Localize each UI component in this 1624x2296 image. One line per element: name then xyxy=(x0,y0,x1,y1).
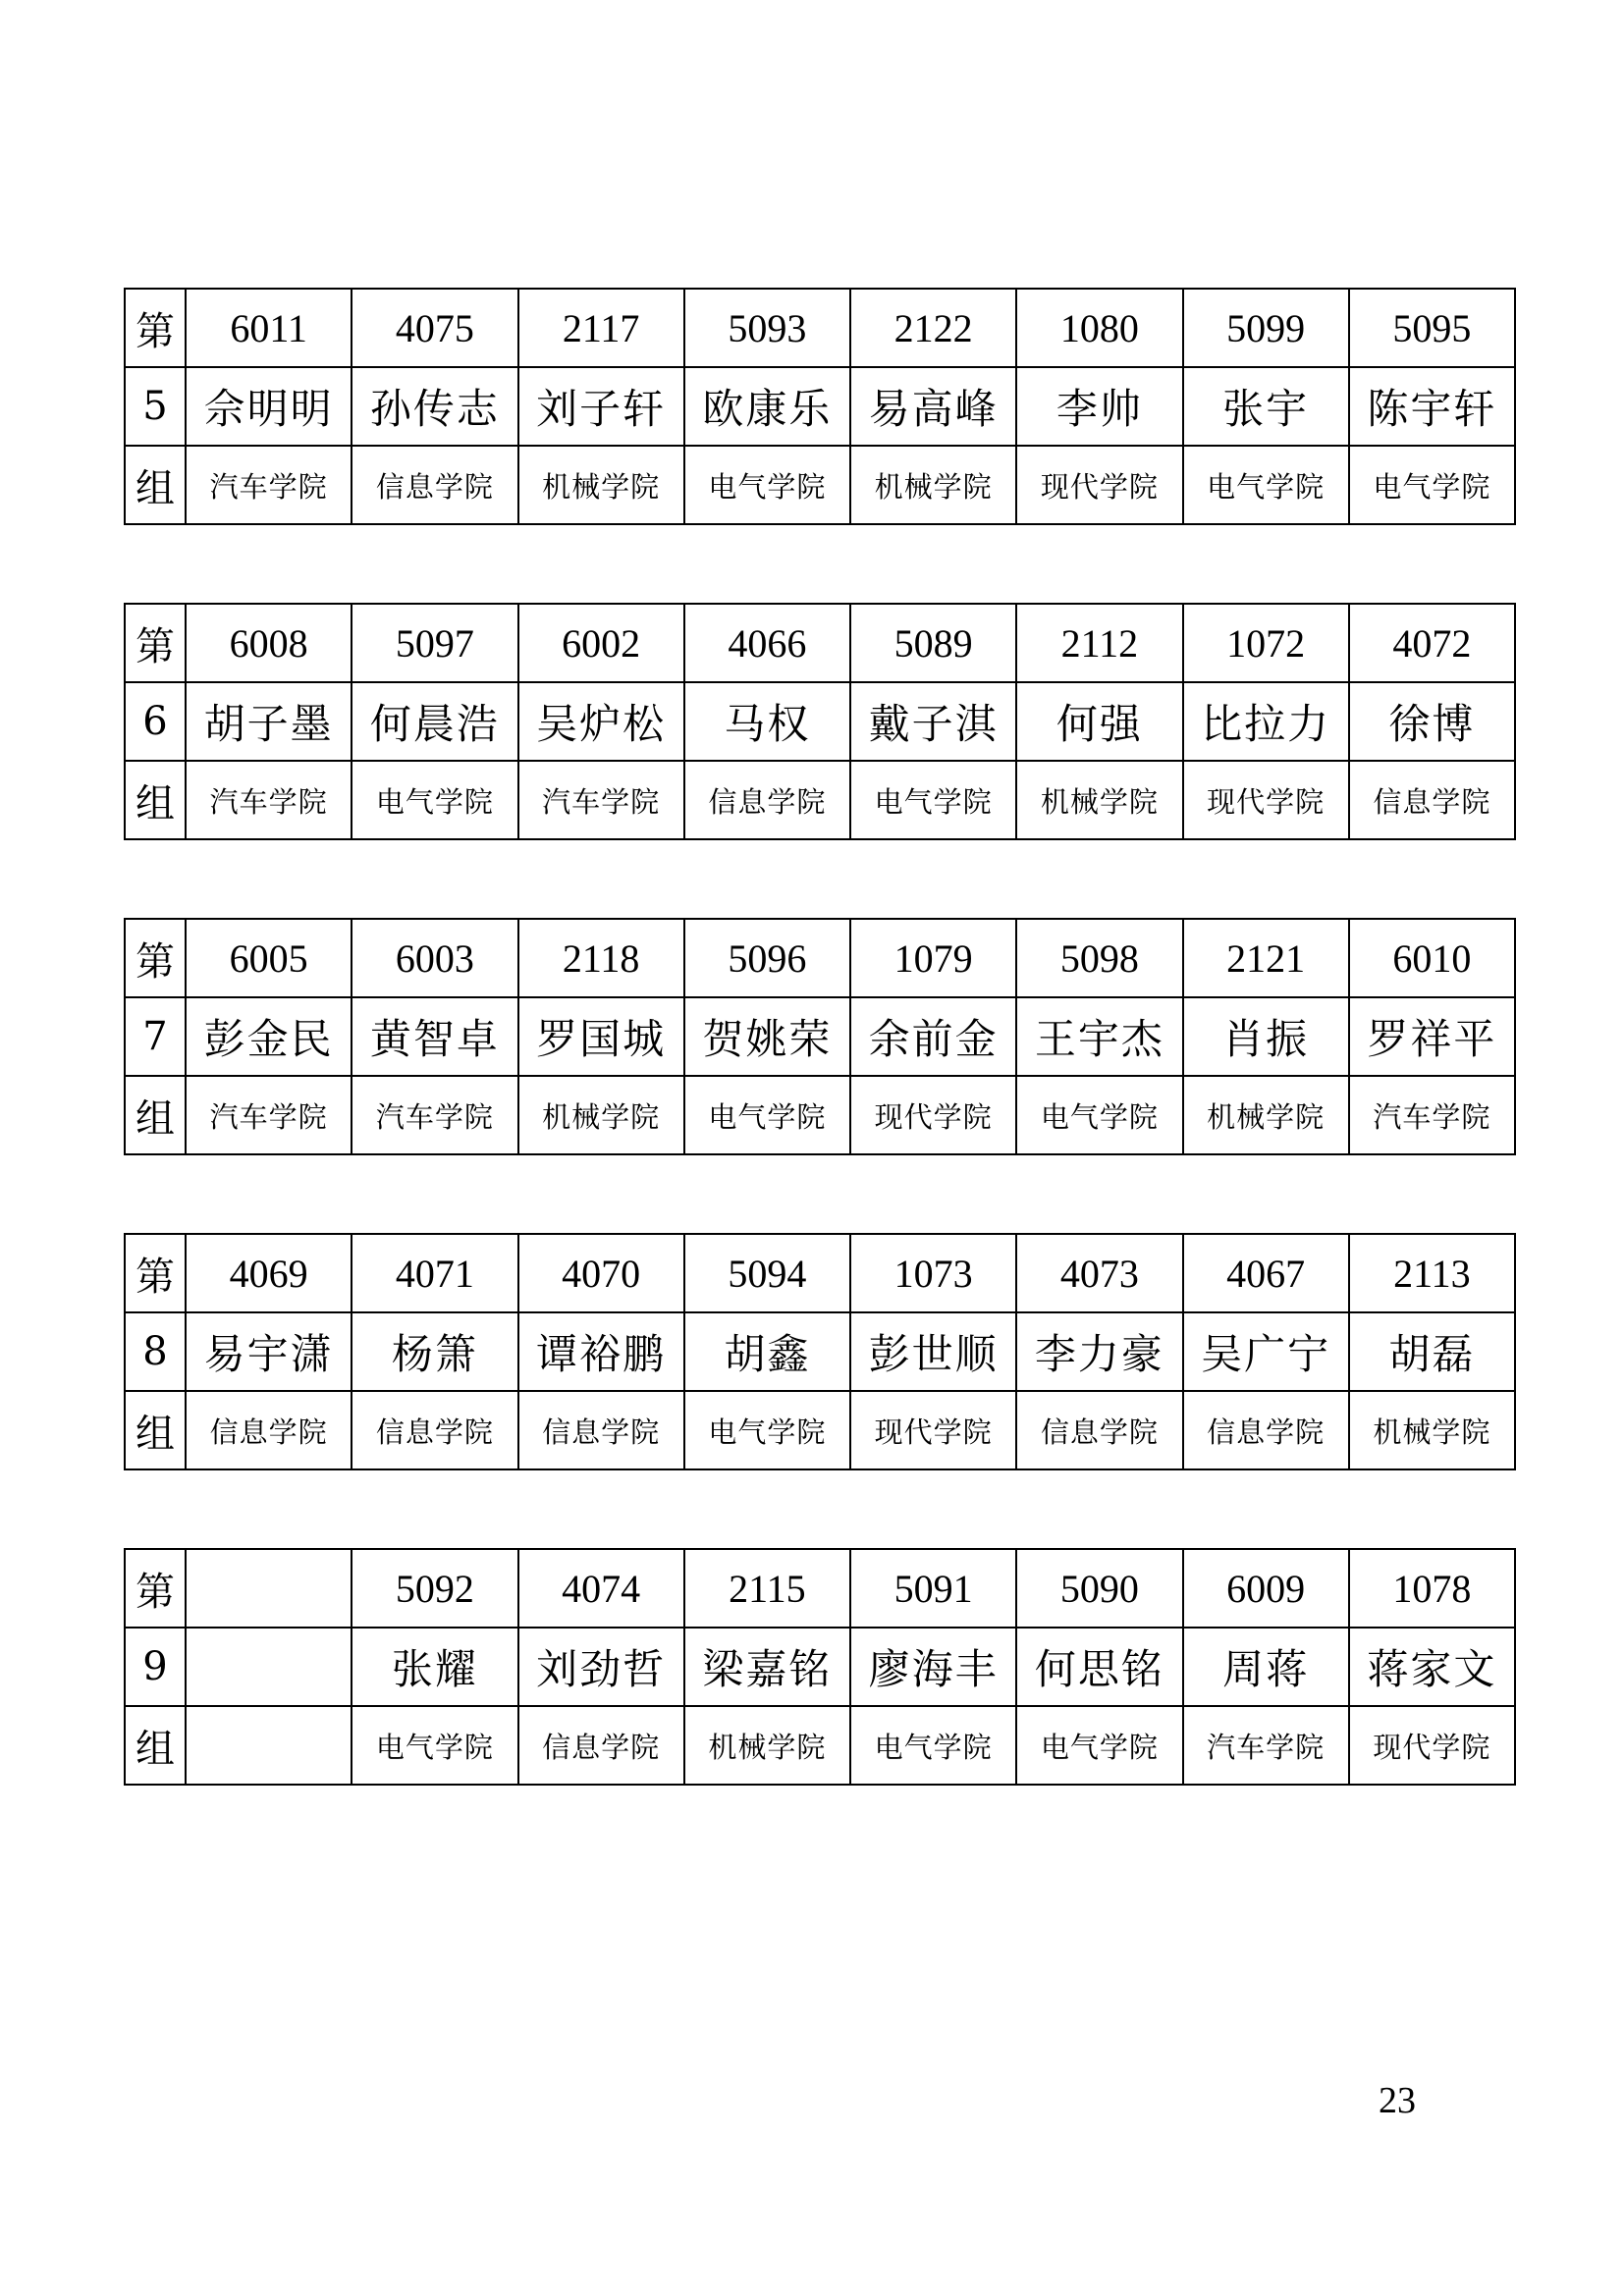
table-row xyxy=(125,367,1515,446)
member-college-cell: 汽车学院 xyxy=(186,761,352,839)
member-id-cell: 6003 xyxy=(352,919,517,997)
table-row xyxy=(125,604,1515,682)
member-id-cell: 1073 xyxy=(850,1234,1016,1312)
member-id-cell: 4066 xyxy=(684,604,850,682)
member-name-cell: 彭世顺 xyxy=(850,1312,1016,1391)
member-id-cell: 5098 xyxy=(1016,919,1182,997)
member-id-cell: 4071 xyxy=(352,1234,517,1312)
member-name-cell: 王宇杰 xyxy=(1016,997,1182,1076)
member-name-cell: 戴子淇 xyxy=(850,682,1016,761)
table-row xyxy=(125,289,1515,367)
member-name-cell: 吴广宁 xyxy=(1183,1312,1349,1391)
member-name-cell: 何思铭 xyxy=(1016,1628,1182,1706)
group-label-cell: 第 xyxy=(125,1234,186,1312)
member-college-cell: 信息学院 xyxy=(186,1391,352,1469)
member-college-cell: 电气学院 xyxy=(1016,1706,1182,1785)
member-name-cell: 佘明明 xyxy=(186,367,352,446)
member-id-cell: 5099 xyxy=(1183,289,1349,367)
member-name-cell: 黄智卓 xyxy=(352,997,517,1076)
member-name-cell: 肖振 xyxy=(1183,997,1349,1076)
member-name-cell: 谭裕鹏 xyxy=(518,1312,684,1391)
member-college-cell: 汽车学院 xyxy=(186,1076,352,1154)
group-label-cell: 组 xyxy=(125,446,186,524)
page-number: 23 xyxy=(1379,2080,1416,2121)
member-name-cell: 贺姚荣 xyxy=(684,997,850,1076)
member-college-cell: 机械学院 xyxy=(1349,1391,1515,1469)
table-row xyxy=(125,1628,1515,1706)
member-college-cell xyxy=(186,1706,352,1785)
table-row xyxy=(125,446,1515,524)
member-name-cell: 何晨浩 xyxy=(352,682,517,761)
member-college-cell: 现代学院 xyxy=(850,1391,1016,1469)
member-name-cell: 彭金民 xyxy=(186,997,352,1076)
member-id-cell: 4067 xyxy=(1183,1234,1349,1312)
table-row xyxy=(125,761,1515,839)
member-id-cell: 5095 xyxy=(1349,289,1515,367)
member-id-cell: 5097 xyxy=(352,604,517,682)
member-name-cell: 梁嘉铭 xyxy=(684,1628,850,1706)
member-name-cell: 罗祥平 xyxy=(1349,997,1515,1076)
member-college-cell: 汽车学院 xyxy=(1183,1706,1349,1785)
member-id-cell: 6009 xyxy=(1183,1549,1349,1628)
member-id-cell: 5094 xyxy=(684,1234,850,1312)
member-id-cell: 5092 xyxy=(352,1549,517,1628)
member-id-cell: 6005 xyxy=(186,919,352,997)
member-college-cell: 信息学院 xyxy=(518,1706,684,1785)
group-label-cell: 7 xyxy=(125,997,186,1076)
table-row xyxy=(125,1706,1515,1785)
table-row xyxy=(125,1076,1515,1154)
group-label-cell: 9 xyxy=(125,1628,186,1706)
member-college-cell: 信息学院 xyxy=(518,1391,684,1469)
member-name-cell: 比拉力 xyxy=(1183,682,1349,761)
member-id-cell: 1079 xyxy=(850,919,1016,997)
member-college-cell: 电气学院 xyxy=(1349,446,1515,524)
group-table xyxy=(124,918,1516,1155)
member-name-cell: 欧康乐 xyxy=(684,367,850,446)
group-table xyxy=(124,288,1516,525)
group-label-cell: 第 xyxy=(125,604,186,682)
group-table xyxy=(124,603,1516,840)
member-college-cell: 机械学院 xyxy=(518,1076,684,1154)
member-name-cell: 刘劲哲 xyxy=(518,1628,684,1706)
member-name-cell: 廖海丰 xyxy=(850,1628,1016,1706)
member-id-cell: 4073 xyxy=(1016,1234,1182,1312)
table-row xyxy=(125,1234,1515,1312)
member-name-cell: 罗国城 xyxy=(518,997,684,1076)
member-college-cell: 电气学院 xyxy=(850,761,1016,839)
member-id-cell: 4075 xyxy=(352,289,517,367)
member-college-cell: 机械学院 xyxy=(1016,761,1182,839)
member-name-cell: 吴炉松 xyxy=(518,682,684,761)
member-college-cell: 现代学院 xyxy=(850,1076,1016,1154)
member-id-cell: 5096 xyxy=(684,919,850,997)
member-college-cell: 现代学院 xyxy=(1349,1706,1515,1785)
member-id-cell: 2117 xyxy=(518,289,684,367)
member-id-cell xyxy=(186,1549,352,1628)
member-college-cell: 电气学院 xyxy=(684,446,850,524)
member-name-cell: 李力豪 xyxy=(1016,1312,1182,1391)
table-row xyxy=(125,1312,1515,1391)
member-name-cell: 陈宇轩 xyxy=(1349,367,1515,446)
member-college-cell: 电气学院 xyxy=(352,761,517,839)
member-id-cell: 6011 xyxy=(186,289,352,367)
member-college-cell: 信息学院 xyxy=(1349,761,1515,839)
group-label-cell: 6 xyxy=(125,682,186,761)
member-id-cell: 2115 xyxy=(684,1549,850,1628)
member-name-cell: 易高峰 xyxy=(850,367,1016,446)
table-row xyxy=(125,919,1515,997)
member-id-cell: 6002 xyxy=(518,604,684,682)
group-label-cell: 组 xyxy=(125,761,186,839)
member-college-cell: 机械学院 xyxy=(684,1706,850,1785)
member-name-cell: 徐博 xyxy=(1349,682,1515,761)
member-id-cell: 6008 xyxy=(186,604,352,682)
member-name-cell: 胡子墨 xyxy=(186,682,352,761)
member-id-cell: 5091 xyxy=(850,1549,1016,1628)
table-row xyxy=(125,1549,1515,1628)
member-college-cell: 电气学院 xyxy=(1183,446,1349,524)
member-id-cell: 5089 xyxy=(850,604,1016,682)
member-name-cell xyxy=(186,1628,352,1706)
group-table xyxy=(124,1548,1516,1786)
member-college-cell: 汽车学院 xyxy=(352,1076,517,1154)
member-id-cell: 2118 xyxy=(518,919,684,997)
member-name-cell: 胡鑫 xyxy=(684,1312,850,1391)
member-id-cell: 4070 xyxy=(518,1234,684,1312)
member-college-cell: 汽车学院 xyxy=(186,446,352,524)
group-label-cell: 组 xyxy=(125,1391,186,1469)
member-college-cell: 信息学院 xyxy=(1016,1391,1182,1469)
group-label-cell: 组 xyxy=(125,1076,186,1154)
member-id-cell: 4072 xyxy=(1349,604,1515,682)
member-id-cell: 2113 xyxy=(1349,1234,1515,1312)
member-college-cell: 机械学院 xyxy=(850,446,1016,524)
group-label-cell: 5 xyxy=(125,367,186,446)
member-id-cell: 6010 xyxy=(1349,919,1515,997)
member-college-cell: 现代学院 xyxy=(1016,446,1182,524)
member-college-cell: 汽车学院 xyxy=(518,761,684,839)
member-college-cell: 汽车学院 xyxy=(1349,1076,1515,1154)
member-id-cell: 1078 xyxy=(1349,1549,1515,1628)
member-college-cell: 信息学院 xyxy=(352,446,517,524)
member-college-cell: 电气学院 xyxy=(684,1391,850,1469)
member-id-cell: 4069 xyxy=(186,1234,352,1312)
member-college-cell: 信息学院 xyxy=(684,761,850,839)
member-college-cell: 电气学院 xyxy=(684,1076,850,1154)
member-name-cell: 易宇潇 xyxy=(186,1312,352,1391)
member-name-cell: 刘子轩 xyxy=(518,367,684,446)
member-college-cell: 现代学院 xyxy=(1183,761,1349,839)
group-table xyxy=(124,1233,1516,1470)
member-name-cell: 蒋家文 xyxy=(1349,1628,1515,1706)
member-college-cell: 电气学院 xyxy=(352,1706,517,1785)
member-name-cell: 余前金 xyxy=(850,997,1016,1076)
group-label-cell: 第 xyxy=(125,289,186,367)
member-id-cell: 5093 xyxy=(684,289,850,367)
member-name-cell: 马权 xyxy=(684,682,850,761)
member-name-cell: 杨箫 xyxy=(352,1312,517,1391)
table-row xyxy=(125,1391,1515,1469)
member-college-cell: 电气学院 xyxy=(850,1706,1016,1785)
member-name-cell: 周蒋 xyxy=(1183,1628,1349,1706)
member-college-cell: 信息学院 xyxy=(1183,1391,1349,1469)
member-name-cell: 李帅 xyxy=(1016,367,1182,446)
member-college-cell: 电气学院 xyxy=(1016,1076,1182,1154)
member-id-cell: 1080 xyxy=(1016,289,1182,367)
member-name-cell: 孙传志 xyxy=(352,367,517,446)
group-label-cell: 第 xyxy=(125,1549,186,1628)
member-id-cell: 2122 xyxy=(850,289,1016,367)
member-id-cell: 2121 xyxy=(1183,919,1349,997)
member-college-cell: 机械学院 xyxy=(518,446,684,524)
group-label-cell: 第 xyxy=(125,919,186,997)
table-row xyxy=(125,997,1515,1076)
member-id-cell: 2112 xyxy=(1016,604,1182,682)
member-college-cell: 机械学院 xyxy=(1183,1076,1349,1154)
member-college-cell: 信息学院 xyxy=(352,1391,517,1469)
member-name-cell: 张宇 xyxy=(1183,367,1349,446)
member-id-cell: 4074 xyxy=(518,1549,684,1628)
table-row xyxy=(125,682,1515,761)
group-label-cell: 8 xyxy=(125,1312,186,1391)
member-name-cell: 胡磊 xyxy=(1349,1312,1515,1391)
member-name-cell: 何强 xyxy=(1016,682,1182,761)
group-label-cell: 组 xyxy=(125,1706,186,1785)
member-id-cell: 1072 xyxy=(1183,604,1349,682)
member-id-cell: 5090 xyxy=(1016,1549,1182,1628)
member-name-cell: 张耀 xyxy=(352,1628,517,1706)
